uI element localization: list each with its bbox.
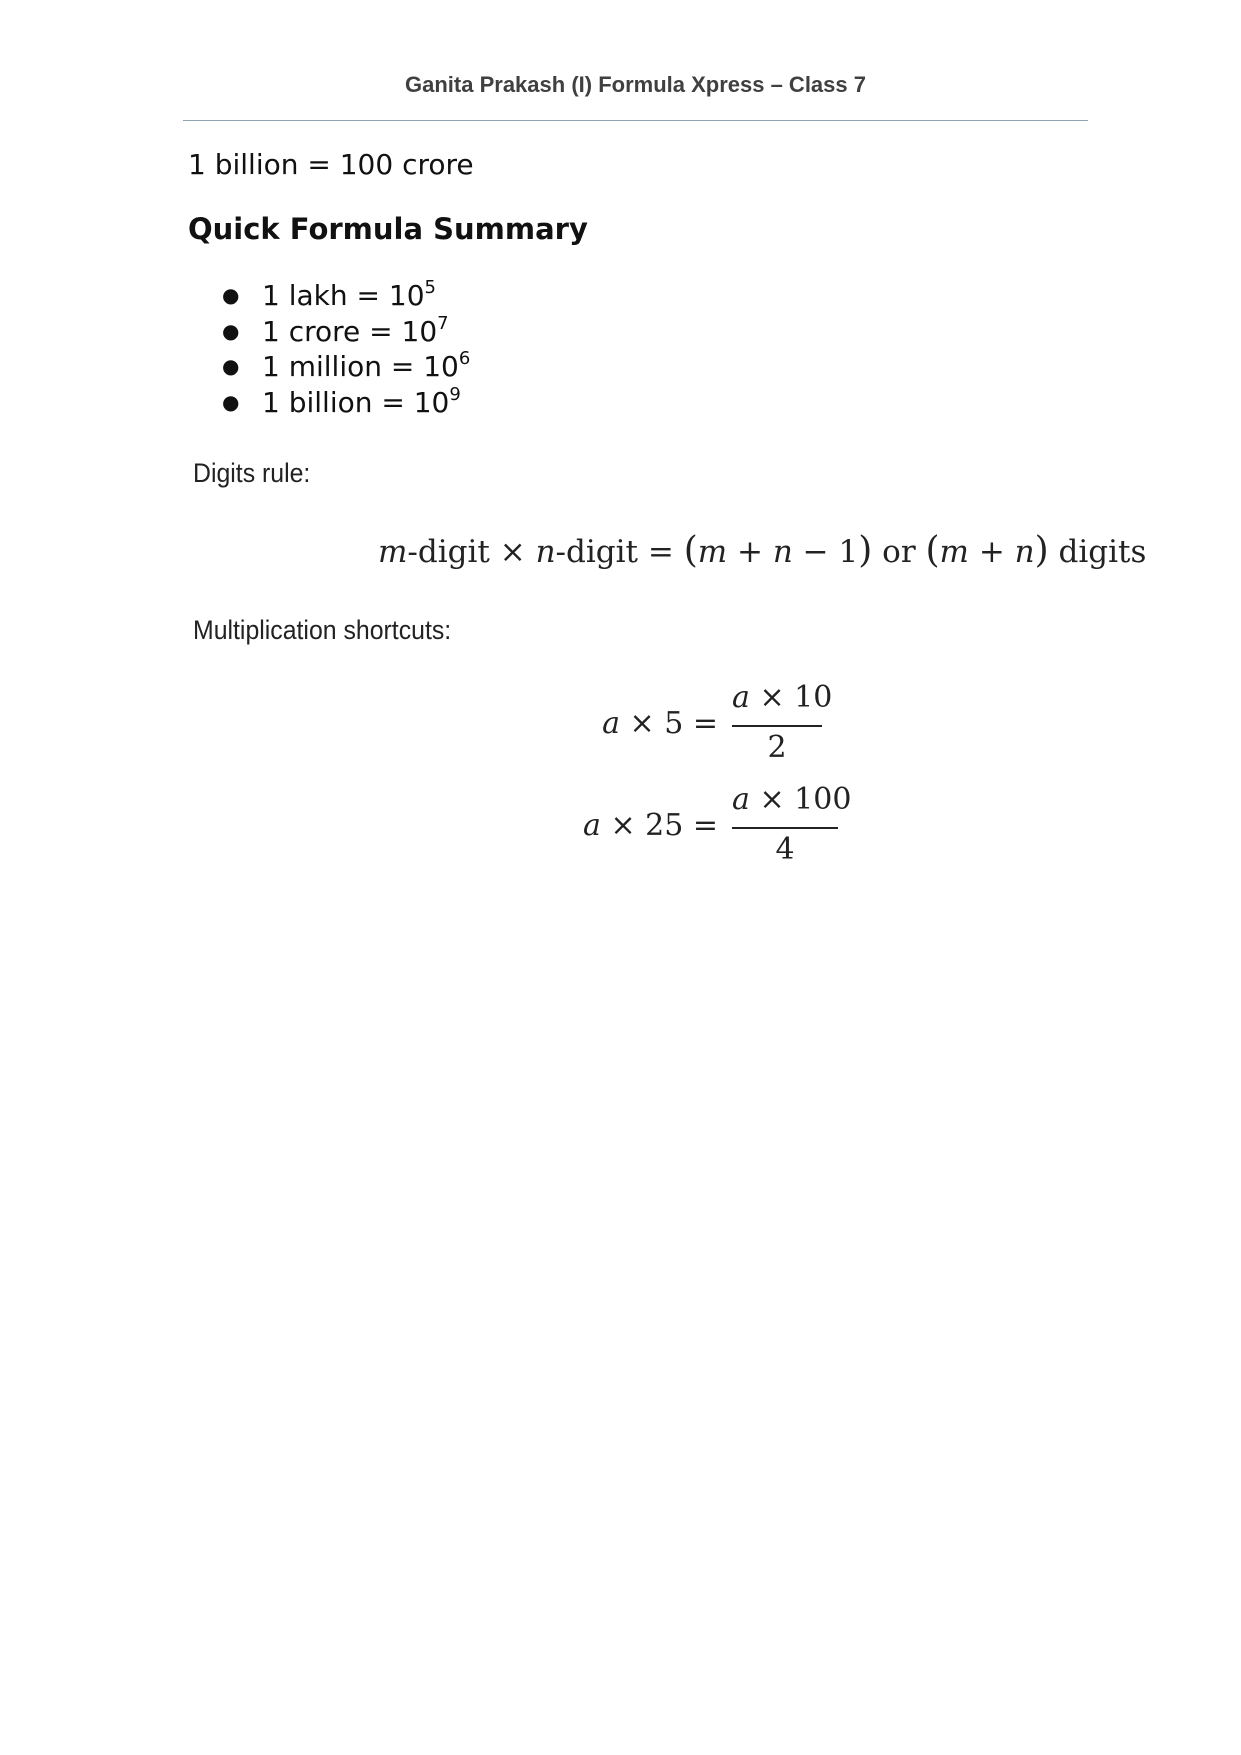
shortcut-lhs: a × 5 = <box>602 706 718 741</box>
bullet-icon: ● <box>222 354 240 378</box>
bullet-icon: ● <box>222 318 240 343</box>
digits-rule-label: Digits rule: <box>193 458 311 488</box>
fraction-bar <box>732 827 838 829</box>
fraction-numerator: a × 100 <box>732 782 852 817</box>
fraction-denominator: 2 <box>767 730 787 765</box>
exponent: 6 <box>458 348 471 369</box>
fraction-numerator: a × 10 <box>732 680 833 715</box>
summary-item-text: 1 lakh = $10^5$ <box>262 277 436 312</box>
exponent: 9 <box>449 383 461 405</box>
bullet-icon: ● <box>222 389 240 414</box>
shortcut-times-25-equation <box>583 782 852 872</box>
fraction-bar <box>732 725 822 727</box>
page-header-title: Ganita Prakash (I) Formula Xpress – Class 7 <box>405 72 866 97</box>
billion-crore-line: 1 billion = 100 crore <box>188 148 474 181</box>
exponent: 5 <box>424 277 436 298</box>
summary-item-text: 1 crore = $10^7$ <box>262 312 449 348</box>
summary-item-text: 1 million = $10^6$ <box>262 348 471 383</box>
bullet-icon: ● <box>222 283 240 307</box>
multiplication-shortcuts-label: Multiplication shortcuts: <box>193 615 452 645</box>
shortcut-times-5-equation <box>602 680 833 770</box>
summary-item-text: 1 billion = $10^9$ <box>262 383 461 419</box>
summary-heading: Quick Formula Summary <box>188 212 588 246</box>
exponent: 7 <box>437 312 449 334</box>
header-divider <box>183 120 1088 121</box>
fraction-denominator: 4 <box>775 832 795 867</box>
digits-rule-equation: m-digit × n-digit = (m + n − 1) or (m + n) digits <box>378 530 1147 571</box>
shortcut-lhs: a × 25 = <box>583 808 718 843</box>
